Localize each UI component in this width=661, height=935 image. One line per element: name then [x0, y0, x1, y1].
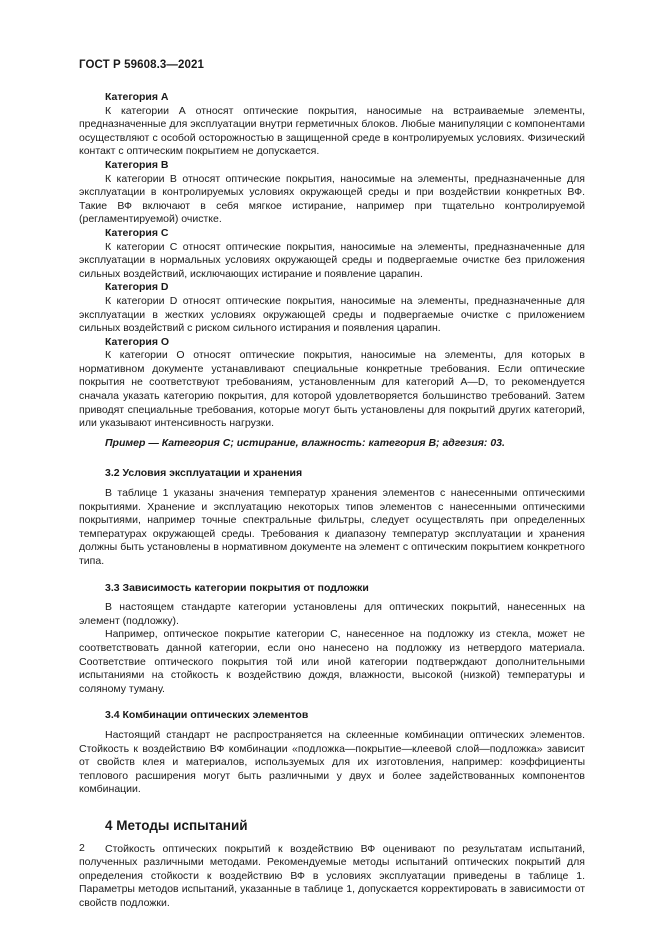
example-note: Пример — Категория С; истирание, влажность: категория В; адгезия: 03. [105, 436, 505, 449]
section-3-3-paragraph: Например, оптическое покрытие категории С, нанесенное на подложку из стекла, может не соответствовать данной категории, если оно нанесено на подложку из нетвердого материала. Соответствие оптического покрытия той или иной категории подтверждают дополнительными испытаниями на стойкость к воздействию дождя, влажности, высокой (низкой) температуры и соляному туману. [79, 628, 585, 695]
category-text: К категории О относят оптические покрытия, наносимые на элементы, для которых в нормативном документе устанавливают специальные конкретные требования. Если оптические покрытия не соответствуют требованиям, установленным для категорий А—D, то рекомендуется сначала указать категорию покрытия, для которой удовлетворяется большинство требований. Затем приводят специальные требования, которые могут быть установлены для покрытий других категорий, или указывают интенсивность нагрузки. [79, 349, 585, 430]
category-title: Категория С [105, 226, 169, 239]
section-3-3-paragraph: В настоящем стандарте категории установлены для оптических покрытий, нанесенных на элемент (подложку). [79, 601, 585, 627]
page-content [79, 91, 585, 910]
category-title: Категория В [105, 158, 169, 171]
section-4-paragraph: Стойкость оптических покрытий к воздействию ВФ оценивают по результатам испытаний, полученных различными методами. Рекомендуемые методы испытаний оптических покрытий для определения стойкости к воздействию ВФ в условиях эксплуатации приведены в таблице 1. Параметры методов испытаний, указанные в таблице 1, допускается корректировать в зависимости от свойств подложки. [79, 842, 585, 909]
category-text: К категории С относят оптические покрытия, наносимые на элементы, предназначенные для эксплуатации в нормальных условиях окружающей среды и подвергаемые очистке без приложения сильных воздействий, исключающих истирание и появление царапин. [79, 240, 585, 280]
section-3-2-paragraph: В таблице 1 указаны значения температур хранения элементов с нанесенными оптическими покрытиями. Хранение и эксплуатацию некоторых типов элементов с нанесенными оптическими покрытиями, например точные спектральные фильтры, следует осуществлять при определенных температурах окружающей среды. Требования к диапазону температур эксплуатации и хранения должны быть установлены в нормативном документе на элемент с оптическим покрытием конкретного типа. [79, 487, 585, 567]
section-3-4-heading: 3.4 Комбинации оптических элементов [105, 709, 309, 722]
category-block [79, 336, 585, 431]
standard-header: ГОСТ Р 59608.3—2021 [79, 59, 204, 71]
category-block [79, 227, 585, 281]
category-title: Категория А [105, 91, 169, 103]
category-text: К категории В относят оптические покрытия, наносимые на элементы, предназначенные для эксплуатации в контролируемых условиях окружающей среды и при воздействии конкретных ВФ. Такие ВФ включают в себя мягкое истирание, например при тщательно контролируемой (регламентируемой) очистке. [79, 172, 585, 226]
section-3-3-heading: 3.3 Зависимость категории покрытия от подложки [105, 581, 369, 594]
category-title: Категория D [105, 281, 169, 294]
category-block [79, 281, 585, 335]
page-number: 2 [79, 842, 85, 854]
category-text: К категории D относят оптические покрытия, наносимые на элементы, предназначенные для эксплуатации в жестких условиях окружающей среды и подвергаемые очистке с приложением сильных воздействий с риском сильного истирания и появления царапин. [79, 294, 585, 335]
section-3-4-paragraph: Настоящий стандарт не распространяется на склеенные комбинации оптических элементов. Стойкость к воздействию ВФ комбинации «подложка—покрытие—клеевой слой—подложка» зависит от свойств клея и материалов, используемых для их изготовления, например: коэффициенты теплового расширения могут быть различными у двух и более задействованных компонентов комбинации. [79, 728, 585, 796]
category-title: Категория О [105, 335, 170, 348]
category-block [79, 91, 585, 159]
section-4-heading: 4 Методы испытаний [105, 817, 248, 833]
section-3-2-heading: 3.2 Условия эксплуатации и хранения [105, 467, 303, 480]
category-block [79, 159, 585, 227]
category-text: К категории А относят оптические покрытия, наносимые на встраиваемые элементы, предназначенные для эксплуатации внутри герметичных блоков. Любые манипуляции с компонентами осуществляют с особой осторожностью в защищенной среде в контролируемых условиях. Физический контакт с оптическим покрытием не допускается. [79, 104, 585, 158]
